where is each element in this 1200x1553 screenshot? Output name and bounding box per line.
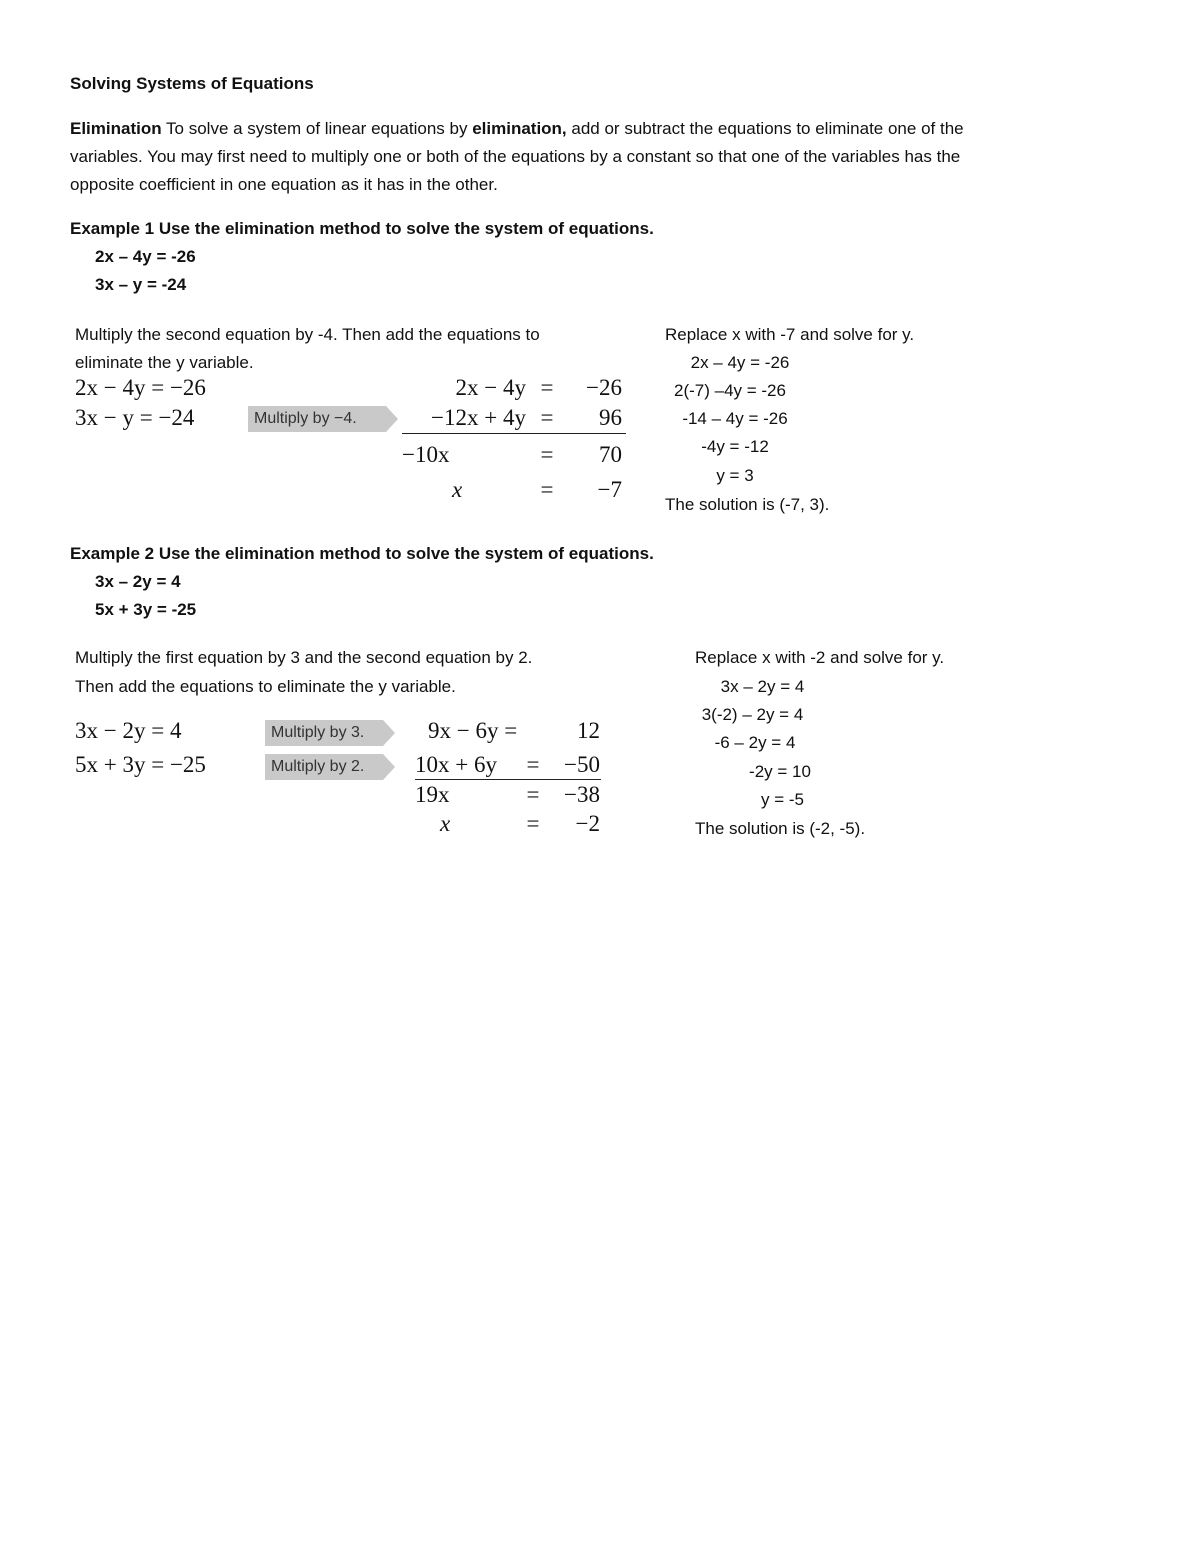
ex2-row1-lhs: 9x − 6y =: [428, 718, 518, 743]
ex1-row1-eq: =: [540, 375, 554, 400]
ex2-row2-lhs: 10x + 6y: [415, 752, 497, 777]
ex1-sum-rule: [402, 433, 626, 434]
ex2-row2-rhs: −50: [564, 752, 600, 777]
ex1-row1-lhs: 2x − 4y: [455, 375, 526, 400]
ex2-left-equation-2: 5x + 3y = −25: [75, 752, 206, 777]
ex1-left-equation-2: 3x − y = −24: [75, 405, 195, 430]
ex1-row4-lhs: x: [452, 477, 463, 502]
intro-line-1-bold: elimination,: [472, 119, 567, 138]
ex1-row4-eq: =: [540, 477, 554, 502]
example1-equation-1: 2x – 4y = -26: [95, 247, 196, 266]
example2-explain-1: Multiply the first equation by 3 and the second equation by 2.: [75, 648, 533, 667]
ex1-row3-rhs: 70: [599, 442, 622, 467]
ex2-row4-eq: =: [526, 811, 540, 836]
ex1-row3-eq: =: [540, 442, 554, 467]
ex1-row2-rhs: 96: [599, 405, 622, 430]
ex2-side-step-5: y = -5: [761, 790, 804, 809]
ex1-side-step-2: 2(-7) –4y = -26: [674, 381, 786, 400]
ex2-row3-lhs: 19x: [415, 782, 450, 807]
ex2-multiply-tag-1: Multiply by 3.: [265, 720, 383, 746]
example2-equation-2: 5x + 3y = -25: [95, 600, 197, 619]
ex2-row1-rhs: 12: [577, 718, 600, 743]
example1-explain-2: eliminate the y variable.: [75, 353, 254, 372]
ex2-side-step-4: -2y = 10: [749, 762, 811, 781]
ex2-left-equation-1: 3x − 2y = 4: [75, 718, 182, 743]
example2-explain-2: Then add the equations to eliminate the y variable.: [75, 677, 456, 696]
intro-line-1-post: add or subtract the equations to eliminate one of the: [566, 119, 964, 138]
ex1-row3-lhs: −10x: [402, 442, 450, 467]
intro-line-1-pre: To solve a system of linear equations by: [161, 119, 473, 138]
example2-equation-1: 3x – 2y = 4: [95, 572, 181, 591]
example1-equation-2: 3x – y = -24: [95, 275, 187, 294]
ex2-row4-lhs: x: [440, 811, 451, 836]
ex1-side-solution: The solution is (-7, 3).: [665, 495, 830, 514]
intro-line-3: opposite coefficient in one equation as it has in the other.: [70, 175, 498, 194]
ex1-side-step-3: -14 – 4y = -26: [682, 409, 788, 428]
example1-heading: Example 1 Use the elimination method to solve the system of equations.: [70, 219, 654, 238]
intro-line-1: [70, 115, 964, 143]
ex2-row2-eq: =: [526, 752, 540, 777]
ex1-side-step-5: y = 3: [716, 466, 754, 485]
intro-line-2: variables. You may first need to multiply one or both of the equations by a constant so that one of the variables has the: [70, 147, 961, 166]
ex1-row4-rhs: −7: [597, 477, 622, 502]
page-title: Solving Systems of Equations: [70, 74, 314, 93]
ex2-side-step-2: 3(-2) – 2y = 4: [701, 705, 804, 724]
ex1-side-step-4: -4y = -12: [701, 437, 769, 456]
ex2-side-step-3: -6 – 2y = 4: [714, 733, 796, 752]
ex1-left-equation-1: 2x − 4y = −26: [75, 375, 206, 400]
ex2-side-step-1: 3x – 2y = 4: [720, 677, 805, 696]
ex1-side-step-1: 2x – 4y = -26: [690, 353, 790, 372]
ex2-side-solution: The solution is (-2, -5).: [695, 819, 866, 838]
example2-heading: Example 2 Use the elimination method to solve the system of equations.: [70, 544, 654, 563]
ex2-row4-rhs: −2: [575, 811, 600, 836]
ex2-multiply-tag-2: Multiply by 2.: [265, 754, 383, 780]
ex1-multiply-tag: Multiply by −4.: [248, 406, 386, 432]
ex1-side-heading: Replace x with -7 and solve for y.: [665, 325, 915, 344]
ex2-row3-eq: =: [526, 782, 540, 807]
intro-term: Elimination: [70, 119, 162, 138]
ex1-row2-eq: =: [540, 405, 554, 430]
ex2-row3-rhs: −38: [564, 782, 600, 807]
example1-explain-1: Multiply the second equation by -4. Then add the equations to: [75, 325, 540, 344]
ex1-row2-lhs: −12x + 4y: [431, 405, 526, 430]
ex1-row1-rhs: −26: [586, 375, 622, 400]
ex2-side-heading: Replace x with -2 and solve for y.: [695, 648, 945, 667]
